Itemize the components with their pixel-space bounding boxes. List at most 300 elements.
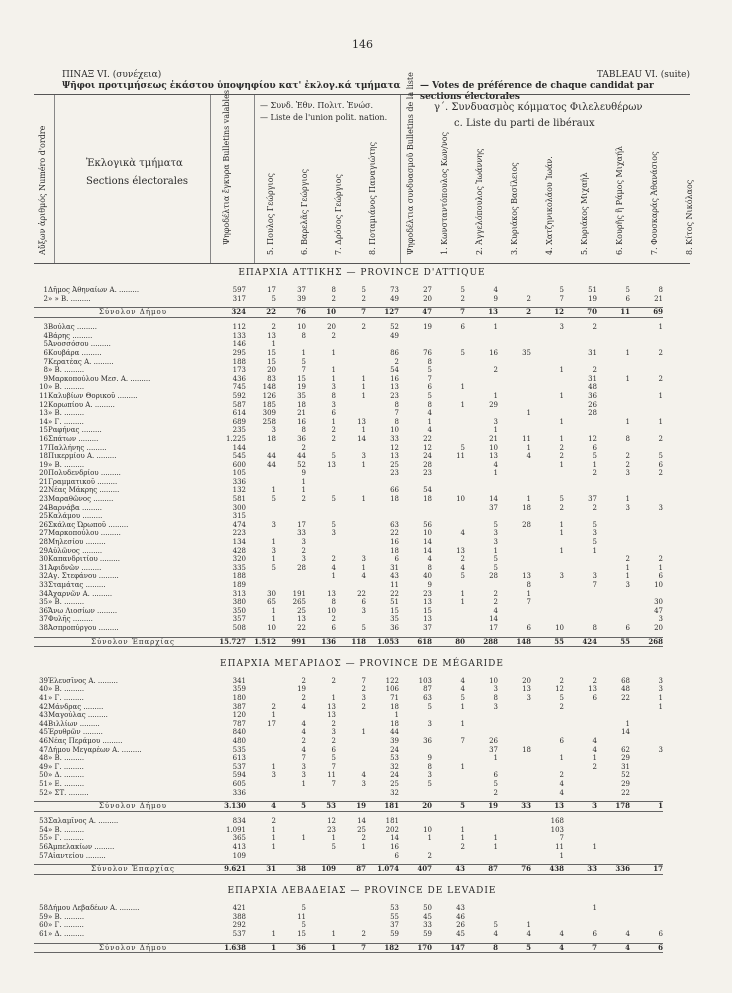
row-value: 76: [423, 348, 432, 357]
table-row: [34, 349, 696, 358]
table-row: [34, 615, 696, 624]
row-value: 7: [559, 834, 564, 843]
row-value: [246, 685, 276, 694]
row-value: [630, 720, 663, 729]
row-value: [306, 444, 336, 453]
row-value: 13: [522, 685, 531, 694]
row-value: 63: [390, 520, 399, 529]
total-label: Σύνολον Δήμου: [98, 802, 168, 811]
row-value: 787: [232, 719, 246, 728]
row-value: [465, 358, 498, 367]
table-row: [34, 529, 696, 538]
row-value: 3: [361, 693, 366, 702]
row-value: 22: [621, 788, 630, 797]
row-section-name: » Γ. .........: [48, 921, 84, 930]
row-value: [498, 763, 531, 772]
total-value: 76: [296, 307, 306, 317]
row-value: [597, 904, 630, 913]
row-value: 6: [559, 736, 564, 745]
row-value: [432, 426, 465, 435]
row-value: 8: [625, 434, 630, 443]
row-value: 13: [489, 452, 498, 461]
row-value: [597, 817, 630, 826]
row-value: 605: [232, 779, 246, 788]
row-value: [432, 581, 465, 590]
table-row: [34, 504, 696, 513]
row-value: [465, 826, 498, 835]
row-value: [399, 332, 432, 341]
row-value: 48: [621, 685, 630, 694]
row-value: 3: [625, 469, 630, 478]
total-value: 4: [271, 801, 276, 811]
row-value: 12: [588, 434, 597, 443]
row-value: 8: [658, 286, 663, 294]
row-value: 4: [460, 676, 465, 685]
row-value: [465, 486, 498, 495]
row-value: 5: [271, 294, 276, 303]
table-row: [34, 728, 663, 737]
row-value: [432, 512, 465, 521]
row-value: 2: [625, 460, 630, 469]
row-value: 18: [522, 745, 531, 754]
total-value: 20: [422, 801, 432, 811]
row-value: [564, 913, 597, 922]
row-value: 300: [232, 503, 246, 512]
row-value: 2: [361, 294, 366, 303]
row-value: 8: [394, 400, 399, 409]
row-section-name: » » Β. .........: [48, 294, 91, 303]
row-value: [399, 843, 432, 852]
row-value: [336, 512, 366, 521]
row-value: 5: [331, 754, 336, 763]
row-value: [432, 746, 465, 755]
row-value: [432, 711, 465, 720]
row-value: 1: [559, 434, 564, 443]
row-value: 5: [493, 563, 498, 572]
row-value: 3: [493, 538, 498, 547]
total-value: 6: [658, 943, 663, 952]
table-row: [34, 366, 696, 375]
row-value: 592: [232, 391, 246, 400]
row-value: 188: [232, 572, 246, 581]
table-row: [34, 598, 696, 607]
row-section-name: Δήμου Μεγαρέων Α. .........: [48, 745, 142, 754]
row-value: 2: [331, 736, 336, 745]
row-value: 4: [460, 529, 465, 538]
total-value: 33: [521, 801, 531, 811]
row-value: 3: [658, 745, 663, 754]
table-row: [34, 418, 696, 427]
row-value: 21: [654, 294, 663, 303]
row-value: [597, 478, 630, 487]
row-value: 18: [297, 400, 306, 409]
total-value: 53: [326, 801, 336, 811]
row-value: [276, 340, 306, 349]
row-value: [597, 444, 630, 453]
row-number: 17: [39, 443, 48, 452]
row-value: 3: [493, 702, 498, 711]
row-value: [336, 349, 366, 358]
row-value: 1: [493, 426, 498, 435]
row-value: [498, 401, 531, 410]
table-row: [34, 295, 663, 304]
row-value: 315: [232, 512, 246, 521]
row-value: [531, 486, 564, 495]
total-value: 70: [587, 307, 597, 317]
row-value: 180: [232, 693, 246, 702]
row-value: 8: [493, 693, 498, 702]
total-value: 4: [559, 943, 564, 952]
row-value: [432, 771, 465, 780]
row-value: [630, 538, 663, 547]
row-value: 1: [361, 728, 366, 737]
row-value: [597, 521, 630, 530]
row-value: [399, 817, 432, 826]
row-value: 1: [271, 762, 276, 771]
row-value: [564, 720, 597, 729]
header-candidate-c-3: 3. Κυριάκος Βασίλειος: [510, 162, 519, 255]
row-number: 18: [39, 452, 48, 461]
row-value: [531, 607, 564, 616]
row-value: 132: [232, 486, 246, 495]
row-value: 27: [423, 286, 432, 294]
row-value: [630, 478, 663, 487]
row-value: 1: [460, 589, 465, 598]
row-value: 15: [390, 606, 399, 615]
row-value: 3: [301, 762, 306, 771]
row-value: 22: [621, 693, 630, 702]
row-value: 2: [592, 366, 597, 375]
row-value: [465, 375, 498, 384]
row-value: [465, 817, 498, 826]
row-value: 11: [456, 452, 465, 461]
row-value: [630, 409, 663, 418]
row-value: [597, 332, 630, 341]
row-value: [276, 504, 306, 513]
row-section-name: Μηλεσίου .........: [48, 538, 106, 547]
row-value: [597, 547, 630, 556]
row-value: 1: [559, 520, 564, 529]
row-value: 54: [423, 486, 432, 495]
row-value: [630, 834, 663, 843]
row-value: [498, 418, 531, 427]
row-value: 36: [297, 434, 306, 443]
row-value: 4: [592, 736, 597, 745]
row-value: 37: [489, 745, 498, 754]
row-value: [336, 332, 366, 341]
row-section-name: Μαρκοπούλου .........: [48, 529, 121, 538]
row-number: 31: [39, 563, 48, 572]
row-section-name: Βαρνάβα .........: [48, 503, 102, 512]
row-number: 54: [39, 825, 48, 834]
col-valid-header: Ψηφοδέλτια ἔγκυρα Bulletins valables: [222, 90, 231, 245]
row-section-name: Ἐρυθρῶν .........: [48, 728, 103, 737]
row-value: 191: [292, 589, 306, 598]
row-value: 1: [559, 391, 564, 400]
row-value: 1: [625, 563, 630, 572]
row-value: 6: [394, 851, 399, 860]
row-value: [336, 746, 366, 755]
row-value: [432, 366, 465, 375]
total-value: 8: [493, 943, 498, 952]
header-candidate-a-3: 7. Δρόσος Γεώργιος: [334, 174, 343, 255]
row-value: 1: [460, 400, 465, 409]
row-value: [276, 789, 306, 798]
total-value: 47: [422, 307, 432, 317]
row-value: 13: [390, 452, 399, 461]
row-section-name: Μαρκοπούλου Μεσ. Α. .........: [48, 374, 151, 383]
table-row: [34, 913, 663, 922]
row-value: 258: [262, 417, 276, 426]
row-value: [276, 711, 306, 720]
row-value: 6: [427, 383, 432, 392]
row-value: 745: [232, 383, 246, 392]
row-value: 44: [267, 452, 276, 461]
row-value: 11: [555, 842, 564, 851]
row-value: [306, 789, 336, 798]
row-value: [498, 843, 531, 852]
row-value: [531, 401, 564, 410]
row-value: 14: [357, 434, 366, 443]
row-section-name: » Γ. .........: [48, 834, 84, 843]
row-value: [399, 504, 432, 513]
row-value: [246, 677, 276, 686]
total-label: Σύνολον Ἐπαρχίας: [91, 865, 175, 874]
row-value: [246, 921, 276, 930]
row-value: [531, 904, 564, 913]
table-row: [34, 426, 696, 435]
row-value: 336: [232, 788, 246, 797]
row-value: 35: [297, 391, 306, 400]
row-value: 1: [361, 842, 366, 851]
row-value: 24: [390, 745, 399, 754]
province-2-rows2: [34, 817, 663, 860]
row-value: [336, 737, 366, 746]
group-c-line2: c. Liste du parti de libéraux: [454, 118, 595, 129]
row-section-name: Μάνδρας .........: [48, 702, 104, 711]
row-value: 2: [460, 842, 465, 851]
row-value: 1: [559, 366, 564, 375]
row-number: 15: [39, 426, 48, 435]
table-row: [34, 930, 663, 939]
row-value: 5: [427, 391, 432, 400]
row-section-name: Σαλαμῖνος Α. .........: [48, 817, 119, 826]
row-value: 6: [331, 745, 336, 754]
row-value: 13: [357, 417, 366, 426]
row-value: 4: [493, 606, 498, 615]
row-value: 5: [460, 572, 465, 581]
row-value: [306, 852, 336, 861]
row-section-name: Πικερμίου Α. .........: [48, 452, 117, 461]
row-value: 1.091: [225, 825, 246, 834]
row-value: [246, 694, 276, 703]
row-value: 6: [394, 555, 399, 564]
row-value: [597, 409, 630, 418]
row-value: [564, 852, 597, 861]
row-value: [336, 904, 366, 913]
row-value: 1: [559, 754, 564, 763]
province-3-rows: [34, 904, 663, 938]
row-value: 1: [361, 383, 366, 392]
row-value: 614: [232, 409, 246, 418]
row-value: 2: [331, 555, 336, 564]
row-value: [336, 763, 366, 772]
table-row: [34, 720, 663, 729]
row-value: 2: [592, 503, 597, 512]
row-value: [465, 383, 498, 392]
row-section-name: » Β. .........: [48, 912, 85, 921]
row-value: 18: [423, 495, 432, 504]
row-value: [246, 444, 276, 453]
table-row: [34, 572, 696, 581]
row-value: [306, 685, 336, 694]
row-value: 7: [301, 366, 306, 375]
table-row: [34, 495, 696, 504]
row-value: 3: [559, 572, 564, 581]
row-value: 4: [493, 929, 498, 938]
row-value: 39: [390, 736, 399, 745]
row-value: 50: [423, 904, 432, 913]
row-value: 1: [592, 460, 597, 469]
row-value: [498, 737, 531, 746]
row-value: 48: [588, 383, 597, 392]
row-section-name: » Ε. .........: [48, 779, 85, 788]
row-value: [597, 392, 630, 401]
row-value: 173: [232, 366, 246, 375]
table-row: [34, 677, 663, 686]
row-value: 4: [301, 728, 306, 737]
row-value: 3: [301, 771, 306, 780]
row-value: 4: [493, 286, 498, 294]
row-value: 545: [232, 452, 246, 461]
row-value: [399, 340, 432, 349]
table-row: [34, 392, 696, 401]
row-value: 1: [427, 834, 432, 843]
row-value: 31: [390, 563, 399, 572]
row-value: 265: [292, 598, 306, 607]
row-number: 48: [39, 754, 48, 763]
row-value: 3: [658, 676, 663, 685]
row-value: [597, 538, 630, 547]
row-section-name: Ἀσπροπύργου .........: [48, 623, 119, 632]
row-value: [336, 486, 366, 495]
row-value: [465, 340, 498, 349]
row-value: [597, 366, 630, 375]
row-value: 53: [390, 754, 399, 763]
row-value: 4: [625, 929, 630, 938]
row-value: 14: [489, 615, 498, 624]
row-value: [531, 349, 564, 358]
row-value: 23: [390, 391, 399, 400]
header-list-c: Ψηφοδέλτια συνδυασμοῦ Bulletins de la liste: [406, 72, 415, 255]
row-value: [465, 581, 498, 590]
table-row: [34, 754, 663, 763]
total-value: 3.130: [224, 801, 246, 811]
row-value: [336, 711, 366, 720]
row-value: [432, 607, 465, 616]
row-value: 13: [423, 615, 432, 624]
row-value: 20: [327, 323, 336, 332]
row-value: 689: [232, 417, 246, 426]
row-section-name: Δήμου Λεβαδέων Α. .........: [48, 904, 140, 913]
row-value: [498, 564, 531, 573]
row-value: 188: [232, 357, 246, 366]
total-value: 38: [296, 864, 306, 874]
row-value: 1: [625, 719, 630, 728]
row-section-name: Δῆμος Ἀθηναίων Α. .........: [48, 286, 140, 294]
row-value: [432, 469, 465, 478]
page-number: 146: [352, 38, 373, 51]
row-value: [564, 834, 597, 843]
row-value: [531, 590, 564, 599]
row-value: 3: [493, 417, 498, 426]
row-value: 26: [588, 400, 597, 409]
row-value: 5: [301, 904, 306, 913]
row-value: 18: [522, 503, 531, 512]
row-value: 3: [301, 555, 306, 564]
row-value: 112: [232, 323, 246, 332]
row-value: 10: [654, 581, 663, 589]
row-value: 17: [489, 623, 498, 632]
table-row: [34, 711, 663, 720]
row-value: 53: [390, 904, 399, 913]
row-value: [531, 409, 564, 418]
row-value: [531, 746, 564, 755]
row-value: [432, 478, 465, 487]
row-value: [498, 826, 531, 835]
row-value: [399, 711, 432, 720]
row-value: [306, 486, 336, 495]
province-title-1: ΕΠΑΡΧΙΑ ΑΤΤΙΚΗΣ — PROVINCE D'ATTIQUE: [238, 268, 486, 278]
total-value: 69: [653, 307, 663, 317]
row-value: [531, 921, 564, 930]
row-value: 1: [625, 348, 630, 357]
table-row: [34, 340, 696, 349]
row-value: [498, 478, 531, 487]
row-value: 1: [658, 391, 663, 400]
row-value: 14: [423, 546, 432, 555]
row-value: 1: [361, 563, 366, 572]
row-value: 185: [262, 400, 276, 409]
row-section-name: Ἐλευσῖνος Α. .........: [48, 676, 118, 685]
row-value: 8: [427, 357, 432, 366]
row-value: 537: [232, 762, 246, 771]
row-value: 6: [493, 771, 498, 780]
row-value: 36: [588, 391, 597, 400]
row-value: 1: [493, 842, 498, 851]
header-candidate-a-2: 6. Βαρελᾶς Γεώργιος: [300, 169, 309, 255]
row-section-name: » Β. .........: [48, 460, 85, 469]
row-value: 5: [559, 693, 564, 702]
total-value: 147: [450, 943, 465, 952]
table-row: [34, 581, 696, 590]
row-value: 29: [621, 779, 630, 788]
row-value: 59: [390, 929, 399, 938]
row-value: [432, 754, 465, 763]
header-candidate-c-6: 6. Κουρῆς ἢ Ράμος Μιχαήλ: [615, 146, 624, 255]
row-value: 37: [390, 921, 399, 930]
row-section-name: Σταμάτας .........: [48, 581, 106, 589]
row-value: 309: [262, 409, 276, 418]
row-value: 1: [271, 825, 276, 834]
row-value: 1: [301, 486, 306, 495]
row-value: [531, 564, 564, 573]
row-value: [498, 375, 531, 384]
row-section-name: Ραφήνας .........: [48, 426, 102, 435]
row-value: 49: [390, 294, 399, 303]
row-value: 3: [331, 383, 336, 392]
row-value: 1: [592, 842, 597, 851]
